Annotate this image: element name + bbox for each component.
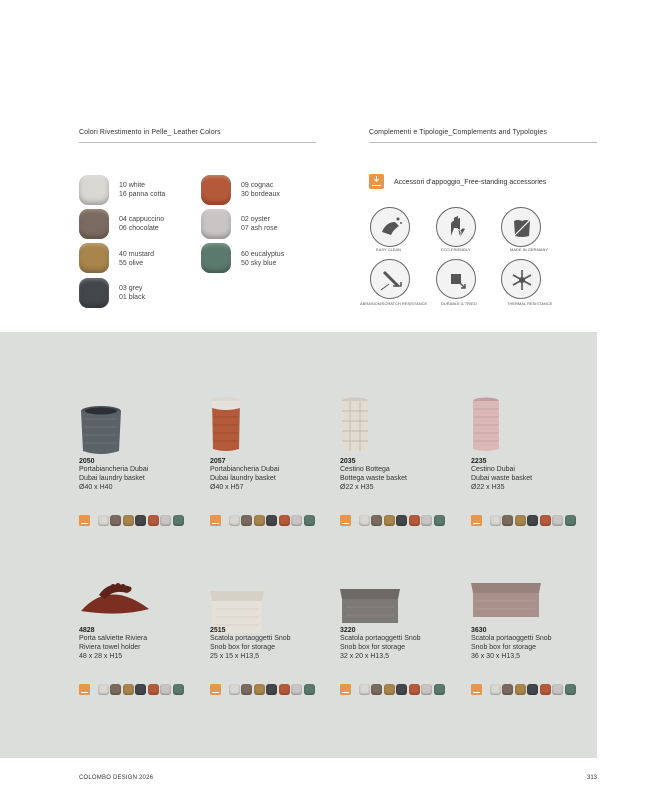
product-dimensions: 32 x 20 x H13,5 bbox=[340, 653, 390, 660]
color-dot bbox=[359, 684, 370, 695]
color-dot bbox=[409, 684, 420, 695]
leather-label-mustard bbox=[119, 250, 154, 268]
product-dimensions: Ø40 x H40 bbox=[79, 484, 113, 491]
product-image-waste-basket bbox=[340, 395, 370, 453]
product-name-en: Snob box for storage bbox=[471, 644, 536, 651]
download-icon[interactable] bbox=[340, 684, 351, 695]
product-name-en: Riviera towel holder bbox=[79, 644, 141, 651]
leather-label-white bbox=[119, 181, 165, 199]
leather-label-line: 06 chocolate bbox=[119, 225, 159, 232]
product-name-en: Bottega waste basket bbox=[340, 475, 407, 482]
color-dot bbox=[421, 515, 432, 526]
thermal-resistance-icon bbox=[501, 259, 541, 299]
product-dimensions: 48 x 28 x H15 bbox=[79, 653, 123, 660]
color-dot bbox=[148, 515, 159, 526]
product-name-it: Scatola portaoggetti Snob bbox=[210, 635, 291, 642]
feature-label-abrasion: ABRASION/SCRATCH RESISTANCE bbox=[360, 301, 428, 306]
leather-label-line: 50 sky blue bbox=[241, 260, 277, 267]
product-image-storage-box-medium bbox=[340, 581, 402, 631]
durable-icon bbox=[436, 259, 476, 299]
color-dot bbox=[291, 684, 302, 695]
accessory-download-icon bbox=[369, 174, 384, 189]
color-dot bbox=[527, 515, 538, 526]
leather-label-cognac bbox=[241, 181, 280, 199]
product-color-dots bbox=[79, 684, 184, 695]
download-icon[interactable] bbox=[210, 515, 221, 526]
product-dimensions: 25 x 15 x H13,5 bbox=[210, 653, 260, 660]
product-color-dots bbox=[79, 515, 184, 526]
leather-label-line: 02 oyster bbox=[241, 216, 270, 223]
product-color-dots bbox=[471, 684, 576, 695]
leather-swatch-oyster bbox=[201, 209, 231, 239]
color-dot bbox=[279, 515, 290, 526]
product-code: 2050 bbox=[79, 458, 95, 465]
easy-clean-icon bbox=[370, 207, 410, 247]
made-in-germany-icon bbox=[501, 207, 541, 247]
product-code: 2235 bbox=[471, 458, 487, 465]
color-dot bbox=[552, 515, 563, 526]
color-dot bbox=[110, 515, 121, 526]
product-name-it: Cestino Bottega bbox=[340, 466, 390, 473]
product-dimensions: Ø22 x H35 bbox=[340, 484, 374, 491]
download-icon[interactable] bbox=[79, 684, 90, 695]
color-dot bbox=[135, 515, 146, 526]
product-color-dots bbox=[210, 515, 315, 526]
color-dot bbox=[123, 515, 134, 526]
product-image-storage-box-large bbox=[471, 577, 543, 627]
color-dot bbox=[552, 684, 563, 695]
color-dot bbox=[384, 684, 395, 695]
product-name-it: Porta salviette Riviera bbox=[79, 635, 148, 642]
color-dot bbox=[266, 684, 277, 695]
color-dot bbox=[98, 515, 109, 526]
color-dot bbox=[527, 684, 538, 695]
complements-title: Complementi e Tipologie_Complements and Typologies bbox=[369, 129, 548, 136]
leather-label-eucalyptus bbox=[241, 250, 284, 268]
product-name-it: Cestino Dubai bbox=[471, 466, 515, 473]
product-name-it: Portabiancheria Dubai bbox=[210, 466, 280, 473]
product-color-dots bbox=[210, 684, 315, 695]
color-dot bbox=[371, 684, 382, 695]
color-dot bbox=[241, 515, 252, 526]
color-dot bbox=[110, 684, 121, 695]
leather-label-line: 60 eucalyptus bbox=[241, 251, 285, 258]
leather-label-oyster bbox=[241, 215, 278, 233]
leather-colors-title: Colori Rivestimento in Pelle_ Leather Colors bbox=[79, 129, 221, 136]
color-dot bbox=[359, 515, 370, 526]
color-dot bbox=[160, 684, 171, 695]
complements-rule bbox=[369, 142, 597, 143]
leather-label-line: 40 mustard bbox=[119, 251, 155, 258]
color-dot bbox=[396, 515, 407, 526]
color-dot bbox=[98, 684, 109, 695]
product-dimensions: Ø22 x H35 bbox=[471, 484, 505, 491]
color-dot bbox=[434, 684, 445, 695]
leather-swatch-cappuccino bbox=[79, 209, 109, 239]
color-dot bbox=[254, 515, 265, 526]
page-number: 313 bbox=[587, 775, 598, 781]
feature-label-durable: DURABLE & TRIED bbox=[441, 301, 477, 306]
product-code: 2515 bbox=[210, 627, 226, 634]
download-icon[interactable] bbox=[471, 515, 482, 526]
color-dot bbox=[384, 515, 395, 526]
leather-label-grey bbox=[119, 284, 145, 302]
product-image-towel-holder bbox=[79, 565, 159, 617]
download-icon[interactable] bbox=[340, 515, 351, 526]
color-dot bbox=[135, 684, 146, 695]
product-code: 2035 bbox=[340, 458, 356, 465]
leather-label-line: 16 panna cotta bbox=[119, 191, 166, 198]
leather-label-line: 07 ash rose bbox=[241, 225, 278, 232]
color-dot bbox=[304, 684, 315, 695]
product-name-en: Snob box for storage bbox=[340, 644, 405, 651]
color-dot bbox=[540, 515, 551, 526]
product-name-en: Dubai laundry basket bbox=[210, 475, 276, 482]
product-name-en: Snob box for storage bbox=[210, 644, 275, 651]
color-dot bbox=[434, 515, 445, 526]
leather-label-line: 04 cappuccino bbox=[119, 216, 165, 223]
feature-label-eco-friendly: ECO-FRIENDLY bbox=[441, 247, 471, 252]
color-dot bbox=[123, 684, 134, 695]
download-icon[interactable] bbox=[210, 684, 221, 695]
feature-label-thermal: THERMAL RESISTANCE bbox=[507, 301, 553, 306]
product-name-en: Dubai laundry basket bbox=[79, 475, 145, 482]
color-dot bbox=[279, 684, 290, 695]
leather-swatch-eucalyptus bbox=[201, 243, 231, 273]
color-dot bbox=[229, 515, 240, 526]
color-dot bbox=[266, 515, 277, 526]
feature-label-made-in-germany: MADE IN GERMANY bbox=[510, 247, 549, 252]
leather-swatch-mustard bbox=[79, 243, 109, 273]
product-image-waste-basket-dubai bbox=[471, 395, 501, 453]
leather-label-line: 01 black bbox=[119, 294, 146, 301]
color-dot bbox=[371, 515, 382, 526]
leather-swatch-white bbox=[79, 175, 109, 205]
product-code: 4828 bbox=[79, 627, 95, 634]
color-dot bbox=[304, 515, 315, 526]
color-dot bbox=[490, 684, 501, 695]
color-dot bbox=[229, 684, 240, 695]
product-code: 3630 bbox=[471, 627, 487, 634]
leather-swatch-cognac bbox=[201, 175, 231, 205]
color-dot bbox=[540, 684, 551, 695]
leather-label-line: 30 bordeaux bbox=[241, 191, 280, 198]
color-dot bbox=[241, 684, 252, 695]
color-dot bbox=[173, 684, 184, 695]
leather-label-cappuccino bbox=[119, 215, 164, 233]
accessory-label: Accessori d'appoggio_Free-standing accessories bbox=[394, 179, 547, 186]
product-image-laundry-basket-tall bbox=[210, 395, 242, 453]
leather-label-line: 55 olive bbox=[119, 260, 144, 267]
product-name-it: Scatola portaoggetti Snob bbox=[340, 635, 421, 642]
color-dot bbox=[515, 684, 526, 695]
footer-brand: COLOMBO DESIGN 2026 bbox=[79, 775, 154, 781]
color-dot bbox=[396, 684, 407, 695]
product-name-en: Dubai waste basket bbox=[471, 475, 533, 482]
color-dot bbox=[565, 515, 576, 526]
product-color-dots bbox=[471, 515, 576, 526]
download-icon[interactable] bbox=[79, 515, 90, 526]
feature-label-easy-clean: EASY CLEAN bbox=[376, 247, 402, 252]
product-name-it: Portabiancheria Dubai bbox=[79, 466, 149, 473]
product-color-dots bbox=[340, 684, 445, 695]
color-dot bbox=[502, 684, 513, 695]
product-image-laundry-basket bbox=[79, 403, 124, 458]
color-dot bbox=[148, 684, 159, 695]
product-dimensions: 36 x 30 x H13,5 bbox=[471, 653, 521, 660]
color-dot bbox=[502, 515, 513, 526]
product-name-it: Scatola portaoggetti Snob bbox=[471, 635, 552, 642]
color-dot bbox=[291, 515, 302, 526]
eco-friendly-icon bbox=[436, 207, 476, 247]
abrasion-resistance-icon bbox=[370, 259, 410, 299]
color-dot bbox=[409, 515, 420, 526]
color-dot bbox=[490, 515, 501, 526]
product-code: 3220 bbox=[340, 627, 356, 634]
leather-colors-rule bbox=[79, 142, 316, 143]
leather-swatch-grey bbox=[79, 278, 109, 308]
product-dimensions: Ø40 x H57 bbox=[210, 484, 244, 491]
color-dot bbox=[173, 515, 184, 526]
color-dot bbox=[254, 684, 265, 695]
color-dot bbox=[515, 515, 526, 526]
color-dot bbox=[160, 515, 171, 526]
leather-label-line: 09 cognac bbox=[241, 182, 274, 189]
color-dot bbox=[565, 684, 576, 695]
product-code: 2057 bbox=[210, 458, 226, 465]
leather-label-line: 03 grey bbox=[119, 285, 143, 292]
leather-label-line: 10 white bbox=[119, 182, 146, 189]
download-icon[interactable] bbox=[471, 684, 482, 695]
product-color-dots bbox=[340, 515, 445, 526]
color-dot bbox=[421, 684, 432, 695]
